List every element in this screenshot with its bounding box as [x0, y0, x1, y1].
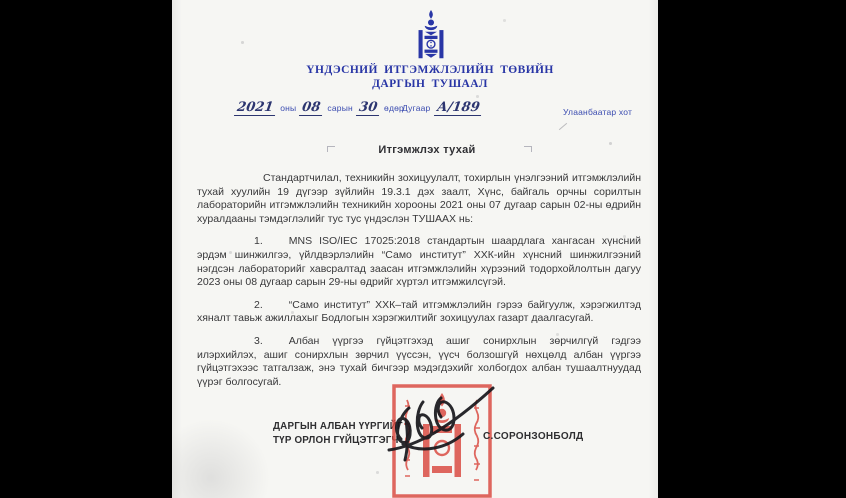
org-title-line1: ҮНДЭСНИЙ ИТГЭМЖЛЭЛИЙН ТӨВИЙН [306, 64, 554, 76]
handwritten-document-number: А/189 [433, 101, 483, 116]
signer-position-line2: ТҮР ОРЛОН ГҮЙЦЭТГЭГЧ [273, 434, 399, 446]
number-label: Дугаар [402, 103, 431, 113]
handwritten-signature-icon [375, 384, 497, 468]
order-item-3 [197, 335, 641, 389]
handwritten-year: 2021 [234, 101, 277, 116]
org-title-line2: ДАРГЫН ТУШААЛ [372, 77, 488, 90]
item-number: 1. [254, 235, 263, 248]
signer-name: С.СОРОНЗОНБОЛД [483, 431, 584, 442]
document-subject: Итгэмжлэх тухай [378, 144, 476, 156]
handwritten-day: 30 [356, 101, 381, 116]
item-number: 2. [254, 298, 263, 311]
order-item-1 [197, 235, 641, 289]
item-text: “Само институт” ХХК–тай итгэмжлэлийн гэрээ байгуулж, хэрэгжилтэд хяналт тавьж ажиллахыг Бодлогын хэрэгжилтийг зохицуулах газарт даалгасугай. [197, 298, 641, 325]
document-page [172, 0, 658, 498]
scan-noise-specks [172, 0, 173, 1]
soyombo-logo-icon [418, 9, 444, 62]
month-label: сарын [327, 103, 353, 113]
preamble-paragraph: Стандартчилал, техникийн зохицуулалт, тохирлын үнэлгээний итгэмжлэлийн тухай хуулийн 19 дүгээр зүйлийн 19.3.1 дэх заалт, Хүнс, байгаль орчны сорилтын лабораторийн итгэмжлэлийн техникийн хорооны 2021 оны 07 дугаар сарын 02-ны өдрийн хуралдааны тэмдэглэлийг тус тус үндэслэн ТУШААХ нь: [197, 172, 641, 225]
signer-position-line1: ДАРГЫН АЛБАН ҮҮРГИЙГ [273, 421, 403, 432]
item-text: MNS ISO/IEC 17025:2018 стандартын шаардлага хангасан хүнсний эрдэм шинжилгээ, үйлдвэрлэлийн “Само институт” ХХК-ийн хүнсний шинжилгээний нэгдсэн лабораторийг хавсралтад заасан итгэмжлэлийн хүрээний тодорхойлолтын дагуу 2023 оны 08 дугаар сарын 29-ны өдрийг хүртэл итгэмжилсүгэй. [197, 235, 641, 289]
date-line [235, 101, 404, 116]
corner-registration-mark-right [524, 146, 532, 152]
scan-scratch [559, 123, 567, 130]
document-body [197, 172, 641, 398]
handwritten-month: 08 [299, 101, 324, 116]
item-text: Албан үүргээ гүйцэтгэхэд ашиг сонирхлын зөрчилгүй гэдгээ илэрхийлэх, ашиг сонирхлын зөрчил үүссэн, үүсч болзошгүй нөхцөлд албан үүргээ гүйцэтгэхээс татгалзаж, энэ тухай бичгээр мэдэгдэхийг холбогдох албан тушаалтнуудад үүрэг болгосугай. [197, 334, 641, 388]
city-label: Улаанбаатар хот [563, 107, 633, 117]
year-label: оны [280, 103, 297, 113]
item-number: 3. [254, 334, 263, 347]
order-item-2 [197, 299, 641, 326]
document-number-line [402, 101, 482, 116]
day-label: өдөр [384, 103, 404, 113]
organization-title [187, 64, 673, 91]
